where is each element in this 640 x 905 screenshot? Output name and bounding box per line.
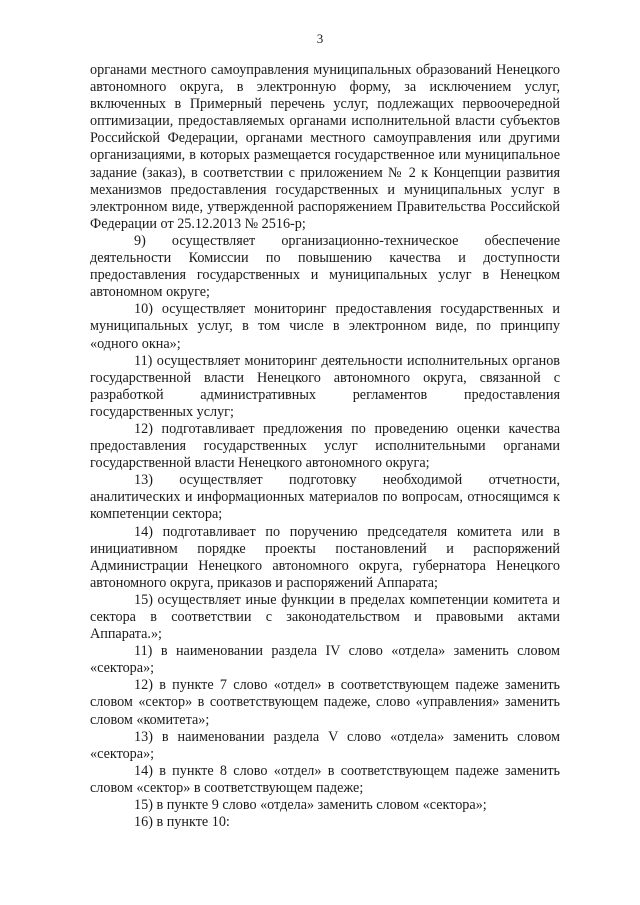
paragraph: 9) осуществляет организационно-техническое обеспечение деятельности Комиссии по повышению качества и доступности предоставления государственных и муниципальных услуг в Ненецком автономном округе;	[90, 232, 560, 301]
paragraph: 15) осуществляет иные функции в пределах компетенции комитета и сектора в соответствии с законодательством и правовыми актами Аппарата.»;	[90, 591, 560, 643]
paragraph: 10) осуществляет мониторинг предоставления государственных и муниципальных услуг, в том числе в электронном виде, по принципу «одного окна»;	[90, 301, 560, 352]
paragraph: 13) осуществляет подготовку необходимой отчетности, аналитических и информационных материалов по вопросам, относящимся к компетенции сектора;	[90, 472, 560, 523]
paragraph: 11) в наименовании раздела IV слово «отдела» заменить словом «сектора»;	[90, 643, 560, 677]
paragraph: 11) осуществляет мониторинг деятельности исполнительных органов государственной власти Ненецкого автономного округа, связанной с разработкой административных регламентов предоставления государственных услуг;	[90, 352, 560, 420]
paragraph: 13) в наименовании раздела V слово «отдела» заменить словом «сектора»;	[90, 728, 560, 762]
page-number: 3	[316, 31, 324, 46]
paragraph: 15) в пункте 9 слово «отдела» заменить словом «сектора»;	[134, 797, 487, 814]
paragraph: органами местного самоуправления муниципальных образований Ненецкого автономного округа, в электронную форму, за исключением услуг, включенных в Примерный перечень услуг, подлежащих первоочередной оптимизации, предоставляемых органами исполнительной власти субъектов Российской Федерации, органами местного самоуправления или другими организациями, в которых размещается государственное или муниципальное задание (заказ), в соответствии с приложением № 2 к Концепции развития механизмов предоставления государственных и муниципальных услуг в электронном виде, утвержденной распоряжением Правительства Российской Федерации от 25.12.2013 № 2516-р;	[90, 62, 560, 232]
paragraph: 12) в пункте 7 слово «отдел» в соответствующем падеже заменить словом «сектор» в соответствующем падеже, слово «управления» заменить словом «комитета»;	[90, 677, 560, 728]
paragraph: 16) в пункте 10:	[134, 814, 230, 831]
paragraph: 12) подготавливает предложения по проведению оценки качества предоставления государственных услуг исполнительными органами государственной власти Ненецкого автономного округа;	[90, 420, 560, 472]
document-body	[90, 62, 560, 831]
paragraph: 14) в пункте 8 слово «отдел» в соответствующем падеже заменить словом «сектор» в соответствующем падеже;	[90, 762, 560, 796]
paragraph: 14) подготавливает по поручению председателя комитета или в инициативном порядке проекты постановлений и распоряжений Администрации Ненецкого автономного округа, губернатора Ненецкого автономного округа, приказов и распоряжений Аппарата;	[90, 523, 560, 591]
